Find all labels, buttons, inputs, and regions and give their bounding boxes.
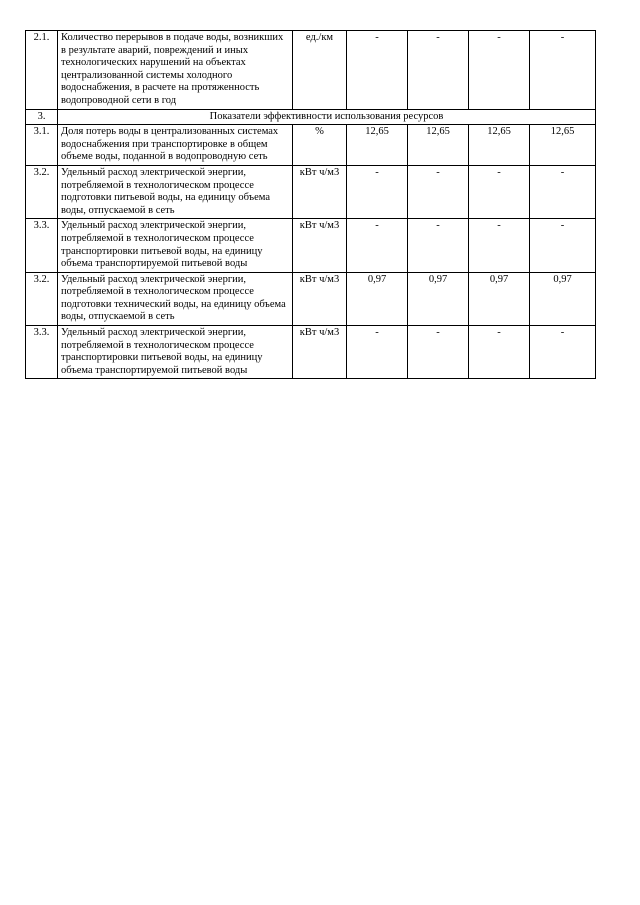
row-number: 2.1. — [26, 31, 58, 110]
row-value: - — [408, 165, 469, 218]
row-value: - — [347, 326, 408, 379]
row-value: - — [469, 165, 530, 218]
row-value: 12,65 — [530, 125, 596, 166]
row-number: 3.3. — [26, 219, 58, 272]
row-unit: кВт ч/м3 — [293, 219, 347, 272]
row-value: - — [469, 31, 530, 110]
table-row — [26, 31, 596, 110]
row-value: - — [347, 219, 408, 272]
row-value: - — [347, 165, 408, 218]
row-value: - — [469, 219, 530, 272]
row-value: - — [408, 31, 469, 110]
row-value: 0,97 — [408, 272, 469, 325]
row-description: Количество перерывов в подаче воды, возникших в результате аварий, повреждений и иных технологических нарушений на объектах централизованной системы холодного водоснабжения, в расчете на протяженность водопроводной сети в год — [58, 31, 293, 110]
row-unit: кВт ч/м3 — [293, 165, 347, 218]
row-value: 0,97 — [469, 272, 530, 325]
row-description: Удельный расход электрической энергии, потребляемой в технологическом процессе транспортировки питьевой воды, на единицу объема транспортируемой питьевой воды — [58, 219, 293, 272]
section-row — [26, 109, 596, 125]
table-row — [26, 165, 596, 218]
row-value: - — [530, 165, 596, 218]
row-number: 3.2. — [26, 272, 58, 325]
row-value: - — [530, 326, 596, 379]
table-row — [26, 219, 596, 272]
row-value: - — [469, 326, 530, 379]
section-number: 3. — [26, 109, 58, 125]
row-description: Доля потерь воды в централизованных системах водоснабжения при транспортировке в общем объеме воды, поданной в водопроводную сеть — [58, 125, 293, 166]
row-description: Удельный расход электрической энергии, потребляемой в технологическом процессе транспортировки питьевой воды, на единицу объема транспортируемой питьевой воды — [58, 326, 293, 379]
row-unit: % — [293, 125, 347, 166]
row-value: - — [530, 219, 596, 272]
table-row — [26, 326, 596, 379]
indicators-table — [25, 30, 596, 379]
row-unit: ед./км — [293, 31, 347, 110]
row-value: - — [347, 31, 408, 110]
table-row — [26, 125, 596, 166]
row-number: 3.2. — [26, 165, 58, 218]
row-value: 12,65 — [347, 125, 408, 166]
row-value: - — [530, 31, 596, 110]
row-value: 0,97 — [347, 272, 408, 325]
row-description: Удельный расход электрической энергии, потребляемой в технологическом процессе подготовки технический воды, на единицу объема воды, отпускаемой в сеть — [58, 272, 293, 325]
row-value: - — [408, 219, 469, 272]
row-unit: кВт ч/м3 — [293, 326, 347, 379]
row-number: 3.1. — [26, 125, 58, 166]
row-unit: кВт ч/м3 — [293, 272, 347, 325]
row-description: Удельный расход электрической энергии, потребляемой в технологическом процессе подготовки питьевой воды, на единицу объема воды, отпускаемой в сеть — [58, 165, 293, 218]
row-value: 12,65 — [408, 125, 469, 166]
row-value: - — [408, 326, 469, 379]
row-number: 3.3. — [26, 326, 58, 379]
table-row — [26, 272, 596, 325]
section-title: Показатели эффективности использования ресурсов — [58, 109, 596, 125]
row-value: 12,65 — [469, 125, 530, 166]
row-value: 0,97 — [530, 272, 596, 325]
